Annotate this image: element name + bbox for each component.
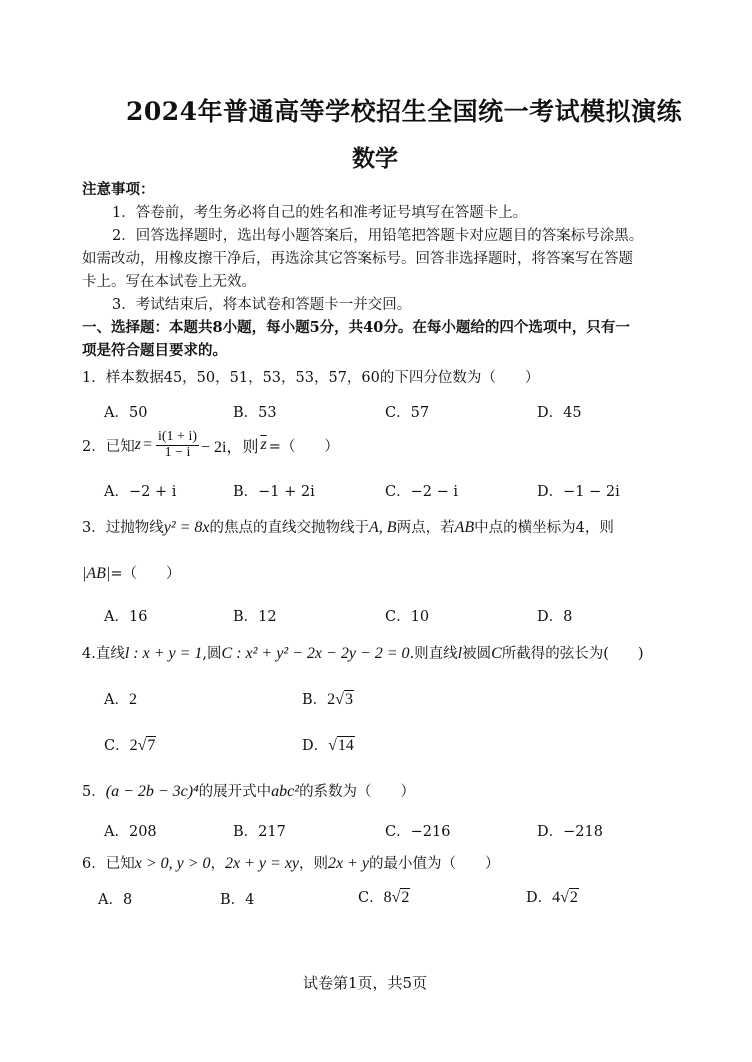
q4-option-a-label: A． [104, 692, 129, 708]
q4-option-b [302, 688, 354, 709]
q5-stem-a: 5． [82, 784, 106, 800]
q4-option-b-radicand: 3 [344, 691, 353, 708]
q4-stem-e: 所截得的弦长为( ) [501, 646, 644, 662]
q2-end: =（ ） [268, 438, 339, 455]
section-heading: 一、选择题：本题共8小题，每小题5分，共40分。在每小题给的四个选项中，只有一 [82, 319, 630, 336]
exam-title: 2024年普通高等学校招生全国统一考试模拟演练 [126, 97, 683, 126]
q6-option-d-coef: 4 [552, 889, 561, 906]
q5-stem-c: 的系数为（ ） [299, 784, 416, 800]
notes-item: 如需改动，用橡皮擦干净后，再选涂其它答案标号。回答非选择题时，将答案写在答题 [82, 251, 633, 267]
q4-option-c-coef: 2 [129, 737, 138, 754]
question-1-stem: 1．样本数据45，50，51，53，53，57，60的下四分位数为（ ） [82, 370, 540, 386]
page-footer: 试卷第1页，共5页 [303, 974, 428, 992]
q4-option-b-value: 2√3 [327, 691, 353, 708]
notes-heading: 注意事项： [82, 181, 155, 198]
q4-c: C [491, 645, 502, 662]
q4-stem-c: .则直线 [409, 646, 458, 662]
q2-z: z [134, 436, 141, 454]
q4-option-a-value: 2 [128, 691, 137, 708]
q6-option-c-coef: 8 [383, 889, 392, 906]
q6-cond2: 2x + y = xy [225, 855, 300, 872]
q3-option-c: C．10 [385, 609, 430, 625]
q1-option-d: D．45 [537, 405, 582, 421]
q4-option-d-radicand: 14 [337, 737, 354, 754]
subject-title: 数学 [352, 145, 398, 172]
q6-stem-c: 的最小值为（ ） [369, 856, 500, 872]
q4-option-a [104, 688, 137, 709]
notes-item: 3．考试结束后，将本试卷和答题卡一并交回。 [112, 297, 412, 313]
question-3-stem-cont [82, 562, 181, 583]
q1-option-c: C．57 [385, 405, 430, 421]
q4-line: l : x + y = 1 [124, 645, 203, 662]
q2-numerator: i(1 + i) [158, 429, 197, 444]
notes-item: 1．答卷前，考生务必将自己的姓名和准考证号填写在答题卡上。 [112, 205, 528, 221]
q2-denominator: 1 − i [164, 444, 191, 460]
q3-option-d: D．8 [537, 609, 573, 625]
notes-item: 2．回答选择题时，选出每小题答案后，用铅笔把答题卡对应题目的答案标号涂黑。 [112, 228, 644, 244]
q3-stem-d: 中点的横坐标为4，则 [474, 520, 614, 536]
q6-stem-b: ，则 [299, 856, 329, 872]
q4-circle: C : x² + y² − 2x − 2y − 2 = 0 [221, 645, 410, 662]
q1-option-a: A．50 [104, 405, 148, 421]
q4-option-c-label: C． [104, 738, 130, 754]
q6-sep: ， [210, 856, 226, 872]
q6-option-b: B．4 [220, 892, 255, 908]
q5-expression: (a − 2b − 3c)⁴ [105, 783, 199, 800]
q2-option-d: D．−1 − 2i [537, 484, 620, 500]
q4-option-c [104, 734, 156, 755]
q3-stem-a: 3．过抛物线 [82, 520, 164, 536]
q4-option-d-label: D． [302, 738, 329, 754]
q2-zbar: $\overline{z}$ [260, 436, 267, 454]
q6-target: 2x + y [328, 855, 370, 872]
q6-cond1: x > 0, y > 0 [134, 855, 211, 872]
q3-stem-b: 的焦点的直线交抛物线于 [209, 520, 370, 536]
q2-equals: = [142, 436, 152, 454]
q2-prefix: 2．已知 [82, 438, 135, 455]
question-2-stem [82, 430, 339, 460]
q4-option-c-value: 2√7 [129, 737, 156, 754]
q6-option-d [526, 886, 579, 907]
q4-stem-b: ,圆 [202, 646, 222, 662]
q1-option-b: B．53 [233, 405, 277, 421]
question-6-stem [82, 852, 500, 873]
q5-option-b: B．217 [233, 824, 286, 840]
q5-term: abc² [271, 783, 300, 800]
q5-option-c: C．−216 [385, 824, 451, 840]
q3-abs-ab: |AB| [82, 565, 111, 582]
q3-segment: AB [454, 519, 475, 536]
q4-stem-a: 4.直线 [82, 646, 125, 662]
q4-option-d [302, 734, 355, 755]
q4-stem-d: 被圆 [462, 646, 492, 662]
q3-points: A, B [369, 519, 397, 536]
q5-option-d: D．−218 [537, 824, 603, 840]
q3-curve: y² = 8x [163, 519, 210, 536]
q6-option-c-radicand: 2 [401, 889, 410, 906]
question-3-stem [82, 516, 614, 537]
q2-option-b: B．−1 + 2i [233, 484, 315, 500]
q3-option-b: B．12 [233, 609, 277, 625]
q2-tail: − 2i，则 [201, 438, 259, 456]
q5-stem-b: 的展开式中 [198, 784, 272, 800]
q4-option-d-value: √14 [328, 737, 354, 754]
q3-stem-c: 两点，若 [396, 520, 455, 536]
q3-stem-e: =（ ） [110, 566, 181, 582]
q4-option-b-label: B． [302, 692, 328, 708]
q6-option-d-radicand: 2 [569, 889, 578, 906]
q6-option-d-value: 4√2 [552, 889, 578, 906]
q2-fraction [156, 430, 199, 460]
q6-stem-a: 6．已知 [82, 856, 135, 872]
q4-option-c-radicand: 7 [147, 737, 156, 754]
q2-option-c: C．−2 − i [385, 484, 458, 500]
q5-option-a: A．208 [104, 824, 157, 840]
q6-option-c-value: 8√2 [383, 889, 410, 906]
q6-option-a: A．8 [98, 892, 133, 908]
section-heading-cont: 项是符合题目要求的。 [82, 342, 227, 359]
question-5-stem [82, 780, 415, 801]
q6-option-c-label: C． [358, 890, 384, 906]
q4-l: l [457, 645, 463, 662]
q4-option-b-coef: 2 [327, 691, 336, 708]
q3-option-a: A．16 [104, 609, 148, 625]
question-4-stem [82, 642, 644, 663]
q6-option-d-label: D． [526, 890, 553, 906]
q2-option-a: A．−2 + i [104, 484, 177, 500]
q6-option-c [358, 886, 410, 907]
notes-item: 卡上。写在本试卷上无效。 [82, 274, 256, 290]
